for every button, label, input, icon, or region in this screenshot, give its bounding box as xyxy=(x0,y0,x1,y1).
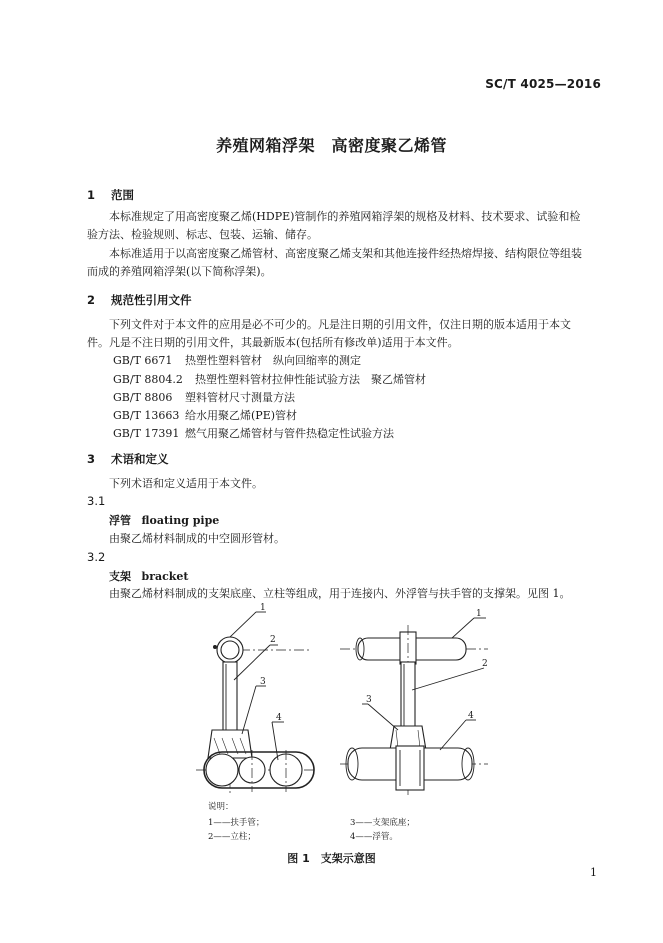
section-title: 规范性引用文件 xyxy=(111,293,192,307)
term-en: bracket xyxy=(141,570,189,583)
section-1-para-2-cont: 而成的养殖网箱浮架(以下简称浮架)。 xyxy=(87,265,272,278)
reference-name: 塑料管材尺寸测量方法 xyxy=(185,391,295,404)
section-title: 范围 xyxy=(111,188,134,202)
reference-code: GB/T 8804.2 xyxy=(113,373,183,386)
term-2-number: 3.2 xyxy=(87,550,106,564)
section-1-para-1: 本标准规定了用高密度聚乙烯(HDPE)管制作的养殖网箱浮架的规格及材料、技术要求、试验和检 xyxy=(109,210,581,223)
term-1-definition: 由聚乙烯材料制成的中空圆形管材。 xyxy=(109,532,285,545)
legend-title: 说明： xyxy=(208,802,234,812)
callout-label: 3 xyxy=(260,677,266,687)
page-number: 1 xyxy=(590,866,597,879)
page-title: 养殖网箱浮架 高密度聚乙烯管 xyxy=(215,136,447,155)
callout-label: 3 xyxy=(366,695,372,705)
reference-code: GB/T 13663 xyxy=(113,409,180,422)
reference-name: 热塑性塑料管材 纵向回缩率的测定 xyxy=(185,354,361,367)
document-number: SC/T 4025—2016 xyxy=(485,77,601,91)
reference-item xyxy=(113,425,394,441)
reference-name: 热塑性塑料管材拉伸性能试验方法 聚乙烯管材 xyxy=(195,373,426,386)
section-3-heading xyxy=(87,451,169,467)
section-2-heading xyxy=(87,292,192,308)
reference-name: 燃气用聚乙烯管材与管件热稳定性试验方法 xyxy=(185,427,394,440)
front-view xyxy=(340,609,488,795)
section-number: 3 xyxy=(87,452,96,466)
callout-label: 2 xyxy=(270,635,276,645)
section-number: 2 xyxy=(87,293,96,307)
callout-label: 2 xyxy=(482,659,488,669)
legend-item: 3——支架底座； xyxy=(350,818,415,828)
section-3-intro: 下列术语和定义适用于本文件。 xyxy=(109,477,263,490)
reference-code: GB/T 17391 xyxy=(113,427,180,440)
term-2-definition: 由聚乙烯材料制成的支架底座、立柱等组成，用于连接内、外浮管与扶手管的支撑架。见图 1。 xyxy=(109,587,571,600)
term-en: floating pipe xyxy=(141,514,220,527)
reference-item xyxy=(113,407,297,423)
callout-label: 1 xyxy=(476,609,482,619)
term-cn: 支架 xyxy=(109,570,131,583)
column xyxy=(401,662,415,728)
legend-item: 2——立柱； xyxy=(208,832,256,842)
section-2-para-1: 下列文件对于本文件的应用是必不可少的。凡是注日期的引用文件，仅注日期的版本适用于本文 xyxy=(109,318,571,331)
section-title: 术语和定义 xyxy=(111,452,169,466)
figure-caption: 图 1 支架示意图 xyxy=(287,852,376,865)
term-1-name xyxy=(109,512,219,530)
legend-item: 1——扶手管； xyxy=(208,818,265,828)
section-2-para-1-cont: 件。凡是不注日期的引用文件，其最新版本(包括所有修改单)适用于本文件。 xyxy=(87,336,459,349)
reference-code: GB/T 8806 xyxy=(113,391,173,404)
reference-code: GB/T 6671 xyxy=(113,354,173,367)
term-1-number: 3.1 xyxy=(87,494,106,508)
term-2-name xyxy=(109,568,189,586)
section-1-para-2: 本标准适用于以高密度聚乙烯管材、高密度聚乙烯支架和其他连接件经热熔焊接、结构限位等组装 xyxy=(109,247,582,260)
reference-item xyxy=(113,352,361,368)
reference-item xyxy=(113,389,295,405)
section-1-para-1-cont: 验方法、检验规则、标志、包装、运输、储存。 xyxy=(87,228,318,241)
callout-label: 4 xyxy=(468,711,474,721)
section-number: 1 xyxy=(87,188,96,202)
reference-item xyxy=(113,371,426,387)
reference-name: 给水用聚乙烯(PE)管材 xyxy=(185,409,298,422)
side-view xyxy=(196,603,315,795)
legend-item: 4——浮管。 xyxy=(350,832,398,842)
term-cn: 浮管 xyxy=(109,514,131,527)
callout-label: 4 xyxy=(276,713,282,723)
float-pipe-section xyxy=(206,754,238,786)
section-1-heading xyxy=(87,187,134,203)
callout-label: 1 xyxy=(260,603,266,613)
bracket-diagram xyxy=(190,600,490,800)
column xyxy=(223,662,237,732)
